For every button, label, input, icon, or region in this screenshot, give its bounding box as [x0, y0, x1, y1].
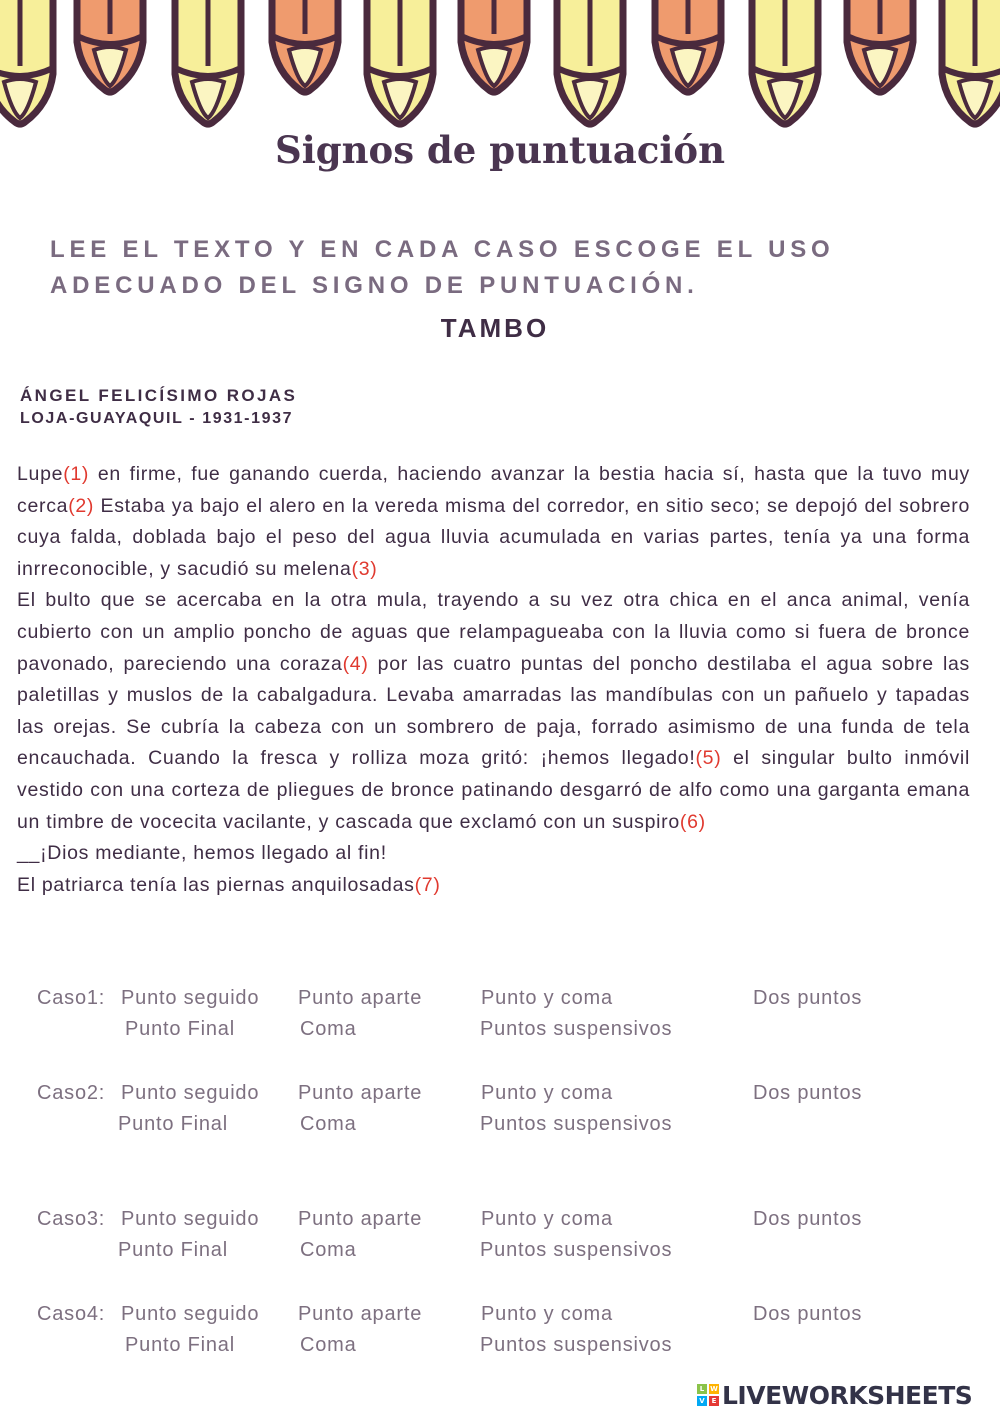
badge-letter: E	[709, 1396, 719, 1406]
option-punto-aparte[interactable]: Punto aparte	[298, 1208, 423, 1230]
liveworksheets-wordmark: LIVEWORKSHEETS	[722, 1380, 973, 1410]
case-label: Caso2:	[37, 1082, 106, 1104]
pencil-icon	[77, 0, 143, 92]
pencil-icon	[752, 0, 818, 124]
option-punto-y-coma[interactable]: Punto y coma	[481, 1303, 613, 1325]
story-text-segment: en firme, fue ganando cuerda, haciendo avanzar la bestia hacia sí, hasta que la tuvo muy cerca	[17, 463, 970, 517]
badge-letter: W	[710, 1385, 718, 1393]
instructions-line-2: ADECUADO DEL SIGNO DE PUNTUACIÓN.	[50, 272, 699, 299]
pencil-icon	[367, 0, 433, 124]
reference-marker[interactable]: (2)	[68, 494, 95, 517]
story-text-segment: Estaba ya bajo el alero en la vereda misma del corredor, en sitio seco; se depojó del sobrero cuya falda, doblada bajo el peso del agua lluvia acumulada en varias partes, tenía ya una forma inrreconocible, y sacudió su melena	[17, 494, 970, 580]
story-title: TAMBO	[440, 313, 550, 343]
option-dos-puntos[interactable]: Dos puntos	[753, 1082, 863, 1104]
instructions-line-1: LEE EL TEXTO Y EN CADA CASO ESCOGE EL USO	[50, 236, 835, 263]
option-dos-puntos[interactable]: Dos puntos	[753, 1208, 863, 1230]
reference-marker[interactable]: (1)	[63, 463, 90, 485]
case-label: Caso3:	[37, 1208, 106, 1230]
story-text-segment: __¡Dios mediante, hemos llegado al fin!	[17, 842, 387, 865]
reference-marker[interactable]: (4)	[342, 652, 369, 675]
story-paragraph	[17, 838, 970, 870]
badge-letter: L	[697, 1384, 707, 1394]
option-dos-puntos[interactable]: Dos puntos	[753, 1303, 863, 1325]
option-coma[interactable]: Coma	[300, 1334, 357, 1356]
story-paragraph	[17, 585, 970, 838]
pencil-icon	[655, 0, 721, 92]
page-title: Signos de puntuación	[274, 128, 726, 172]
option-puntos-suspensivos[interactable]: Puntos suspensivos	[480, 1018, 673, 1040]
option-coma[interactable]: Coma	[300, 1239, 357, 1261]
option-coma[interactable]: Coma	[300, 1018, 357, 1040]
liveworksheets-badge-icon	[697, 1384, 719, 1406]
story-text-segment: Lupe	[17, 463, 64, 485]
case-label: Caso4:	[37, 1303, 106, 1325]
option-punto-seguido[interactable]: Punto seguido	[121, 1082, 260, 1104]
option-puntos-suspensivos[interactable]: Puntos suspensivos	[480, 1239, 673, 1261]
pencil-icon	[0, 0, 53, 124]
story-paragraph	[17, 459, 970, 585]
option-puntos-suspensivos[interactable]: Puntos suspensivos	[480, 1334, 673, 1356]
pencil-icon	[175, 0, 241, 124]
option-punto-final[interactable]: Punto Final	[125, 1334, 235, 1356]
option-punto-final[interactable]: Punto Final	[118, 1239, 228, 1261]
story-origin: LOJA-GUAYAQUIL - 1931-1937	[20, 410, 294, 427]
pencil-border-decoration	[0, 0, 1000, 135]
option-punto-y-coma[interactable]: Punto y coma	[481, 1082, 613, 1104]
story-text	[17, 459, 970, 901]
reference-marker[interactable]: (7)	[414, 873, 441, 896]
reference-marker[interactable]: (5)	[695, 747, 722, 770]
option-punto-final[interactable]: Punto Final	[125, 1018, 235, 1040]
instructions	[50, 232, 970, 304]
pencil-icon	[557, 0, 623, 124]
story-author: ÁNGEL FELICÍSIMO ROJAS	[20, 386, 298, 405]
option-punto-final[interactable]: Punto Final	[118, 1113, 228, 1135]
option-punto-aparte[interactable]: Punto aparte	[298, 1082, 423, 1104]
pencil-icon	[942, 0, 1000, 124]
case-label: Caso1:	[37, 987, 106, 1009]
option-puntos-suspensivos[interactable]: Puntos suspensivos	[480, 1113, 673, 1135]
option-punto-seguido[interactable]: Punto seguido	[121, 1208, 260, 1230]
pencil-icon	[272, 0, 338, 92]
option-coma[interactable]: Coma	[300, 1113, 357, 1135]
option-punto-y-coma[interactable]: Punto y coma	[481, 987, 613, 1009]
pencil-icon	[461, 0, 527, 92]
option-punto-aparte[interactable]: Punto aparte	[298, 1303, 423, 1325]
story-text-segment: El patriarca tenía las piernas anquilosadas	[17, 873, 415, 896]
story-text-segment: por las cuatro puntas del poncho destilaba el agua sobre las paletillas y muslos de la cabalgadura. Levaba amarradas las mandíbulas con un pañuelo y tapadas las orejas. Se cubría la cabeza con un sombrero de paja, forrado asimismo de una funda de tela encauchada. Cuando la fresca y rolliza moza gritó: ¡hemos llegado!	[17, 652, 970, 770]
option-dos-puntos[interactable]: Dos puntos	[753, 987, 863, 1009]
option-punto-seguido[interactable]: Punto seguido	[121, 987, 260, 1009]
badge-letter: V	[697, 1396, 707, 1406]
story-paragraph	[17, 870, 970, 902]
story-text-segment: el singular bulto inmóvil vestido con una corteza de pliegues de bronce patinando desgarró de alfo como una garganta emana un timbre de vocecita vacilante, y cascada que exclamó con un suspiro	[17, 747, 970, 833]
reference-marker[interactable]: (6)	[679, 810, 706, 833]
option-punto-y-coma[interactable]: Punto y coma	[481, 1208, 613, 1230]
option-punto-seguido[interactable]: Punto seguido	[121, 1303, 260, 1325]
liveworksheets-logo[interactable]	[697, 1378, 972, 1412]
reference-marker[interactable]: (3)	[351, 557, 378, 580]
pencil-icon	[847, 0, 913, 92]
option-punto-aparte[interactable]: Punto aparte	[298, 987, 423, 1009]
story-text-segment: El bulto que se acercaba en la otra mula, trayendo a su vez otra chica en el anca animal, venía cubierto con un amplio poncho de aguas que relampagueaba con la lluvia como si fuera de bronce pavonado, pareciendo una coraza	[17, 589, 970, 675]
